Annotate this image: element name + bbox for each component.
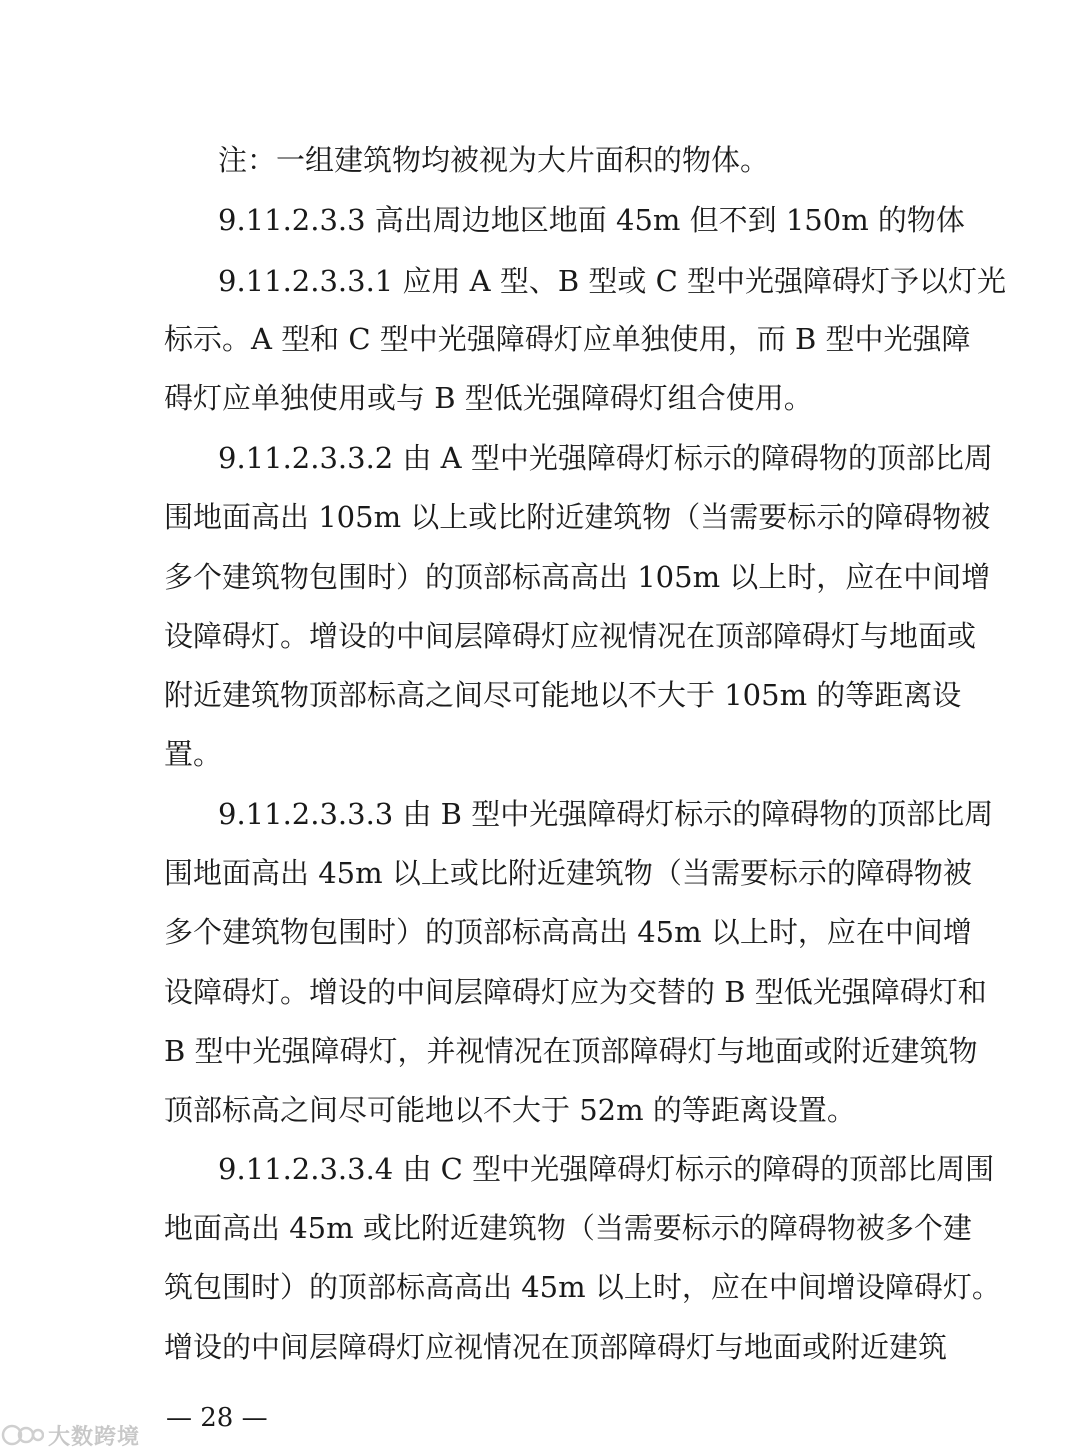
- paragraph-line: 附近建筑物顶部标高之间尽可能地以不大于 105m 的等距离设: [164, 678, 962, 712]
- paragraph-line: 置。: [164, 737, 223, 771]
- paragraph-line: 围地面高出 45m 以上或比附近建筑物（当需要标示的障碍物被: [164, 856, 972, 890]
- paragraph-line: 9.11.2.3.3.2 由 A 型中光强障碍灯标示的障碍物的顶部比周: [218, 441, 993, 475]
- paragraph-line: 9.11.2.3.3.1 应用 A 型、B 型或 C 型中光强障碍灯予以灯光: [218, 264, 1006, 298]
- paragraph-line: 设障碍灯。增设的中间层障碍灯应视情况在顶部障碍灯与地面或: [164, 619, 977, 653]
- paragraph-line: 设障碍灯。增设的中间层障碍灯应为交替的 B 型低光强障碍灯和: [164, 975, 987, 1009]
- paragraph-line: B 型中光强障碍灯，并视情况在顶部障碍灯与地面或附近建筑物: [164, 1034, 978, 1068]
- watermark-text: 大数跨境: [48, 1424, 141, 1450]
- paragraph-line: 顶部标高之间尽可能地以不大于 52m 的等距离设置。: [164, 1093, 856, 1127]
- paragraph-line: 标示。A 型和 C 型中光强障碍灯应单独使用，而 B 型中光强障: [164, 322, 971, 356]
- paragraph-line: 筑包围时）的顶部标高高出 45m 以上时，应在中间增设障碍灯。: [164, 1270, 1001, 1304]
- paragraph-line: 多个建筑物包围时）的顶部标高高出 45m 以上时，应在中间增: [164, 915, 972, 949]
- paragraph-line: 围地面高出 105m 以上或比附近建筑物（当需要标示的障碍物被: [164, 500, 991, 534]
- note-line: 注：一组建筑物均被视为大片面积的物体。: [218, 143, 770, 177]
- paragraph-line: 多个建筑物包围时）的顶部标高高出 105m 以上时，应在中间增: [164, 560, 991, 594]
- paragraph-line: 碍灯应单独使用或与 B 型低光强障碍灯组合使用。: [164, 381, 813, 415]
- paragraph-line: 9.11.2.3.3.3 由 B 型中光强障碍灯标示的障碍物的顶部比周: [218, 797, 994, 831]
- page-number: — 28 —: [166, 1403, 268, 1433]
- section-heading-9-11-2-3-3: 9.11.2.3.3 高出周边地区地面 45m 但不到 150m 的物体: [218, 203, 965, 237]
- watermark: [0, 1420, 140, 1450]
- watermark-logo-icon: [0, 1421, 44, 1449]
- paragraph-line: 地面高出 45m 或比附近建筑物（当需要标示的障碍物被多个建: [164, 1211, 972, 1245]
- paragraph-line: 增设的中间层障碍灯应视情况在顶部障碍灯与地面或附近建筑: [164, 1330, 948, 1364]
- paragraph-line: 9.11.2.3.3.4 由 C 型中光强障碍灯标示的障碍的顶部比周围: [218, 1152, 995, 1186]
